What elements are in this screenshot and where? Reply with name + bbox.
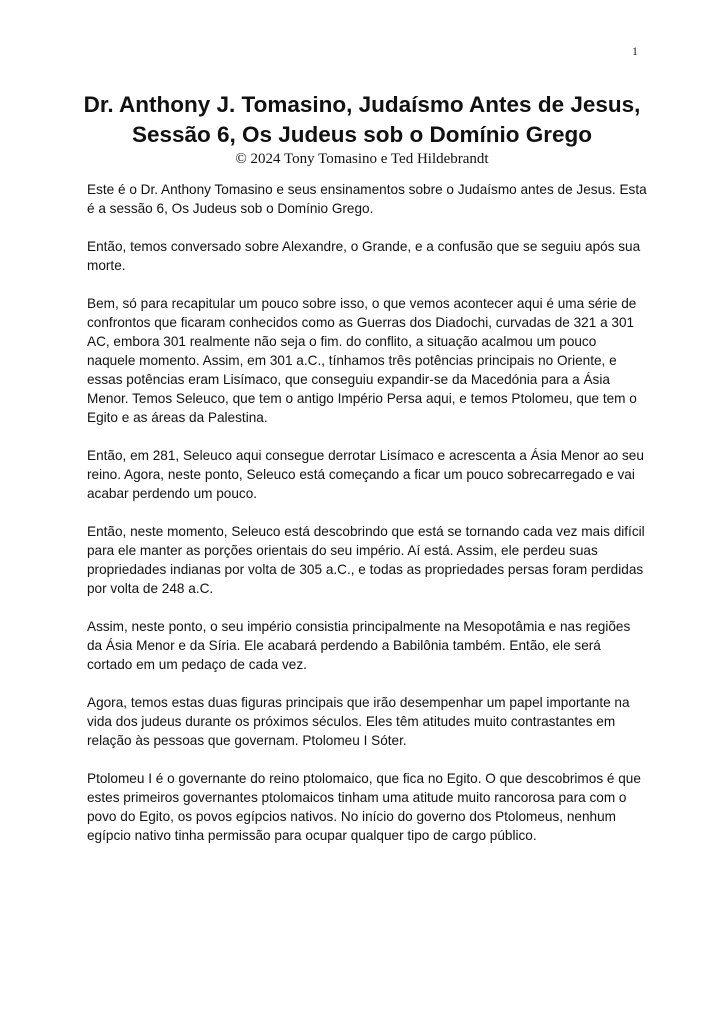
page-number: 1	[632, 44, 638, 58]
paragraph: Ptolomeu I é o governante do reino ptolomaico, que fica no Egito. O que descobrimos é que estes primeiros governantes ptolomaicos tinham uma atitude muito rancorosa para com o povo do Egito, os povos egípcios nativos. No início do governo dos Ptolomeus, nenhum egípcio nativo tinha permissão para ocupar qualquer tipo de cargo público.	[87, 771, 641, 843]
document-body	[87, 180, 647, 864]
paragraph: Assim, neste ponto, o seu império consistia principalmente na Mesopotâmia e nas regiões da Ásia Menor e da Síria. Ele acabará perdendo a Babilônia também. Então, ele será cortado em um pedaço de cada vez.	[87, 619, 631, 672]
document-title	[60, 90, 664, 150]
title-line-1: Dr. Anthony J. Tomasino, Judaísmo Antes de Jesus,	[83, 92, 641, 117]
paragraph: Então, temos conversado sobre Alexandre, o Grande, e a confusão que se seguiu após sua morte.	[87, 239, 641, 273]
copyright-line: © 2024 Tony Tomasino e Ted Hildebrandt	[235, 151, 489, 167]
paragraph: Este é o Dr. Anthony Tomasino e seus ensinamentos sobre o Judaísmo antes de Jesus. Esta é a sessão 6, Os Judeus sob o Domínio Grego.	[87, 182, 647, 216]
paragraph: Então, neste momento, Seleuco está descobrindo que está se tornando cada vez mais difícil para ele manter as porções orientais do seu império. Aí está. Assim, ele perdeu suas propriedades indianas por volta de 305 a.C., e todas as propriedades persas foram perdidas por volta de 248 a.C.	[87, 524, 645, 596]
paragraph: Então, em 281, Seleuco aqui consegue derrotar Lisímaco e acrescenta a Ásia Menor ao seu reino. Agora, neste ponto, Seleuco está começando a ficar um pouco sobrecarregado e vai acabar perdendo um pouco.	[87, 448, 644, 501]
title-line-2: Sessão 6, Os Judeus sob o Domínio Grego	[131, 122, 593, 147]
paragraph: Agora, temos estas duas figuras principais que irão desempenhar um papel importante na vida dos judeus durante os próximos séculos. Eles têm atitudes muito contrastantes em relação às pessoas que governam. Ptolomeu I Sóter.	[87, 695, 630, 748]
paragraph: Bem, só para recapitular um pouco sobre isso, o que vemos acontecer aqui é uma série de confrontos que ficaram conhecidos como as Guerras dos Diadochi, curvadas de 321 a 301 AC, embora 301 realmente não seja o fim. do conflito, a situação acalmou um pouco naquele momento. Assim, em 301 a.C., tínhamos três potências principais no Oriente, e essas potências eram Lisímaco, que conseguiu expandir-se da Macedónia para a Ásia Menor. Temos Seleuco, que tem o antigo Império Persa aqui, e temos Ptolomeu, que tem o Egito e as áreas da Palestina.	[87, 296, 637, 425]
